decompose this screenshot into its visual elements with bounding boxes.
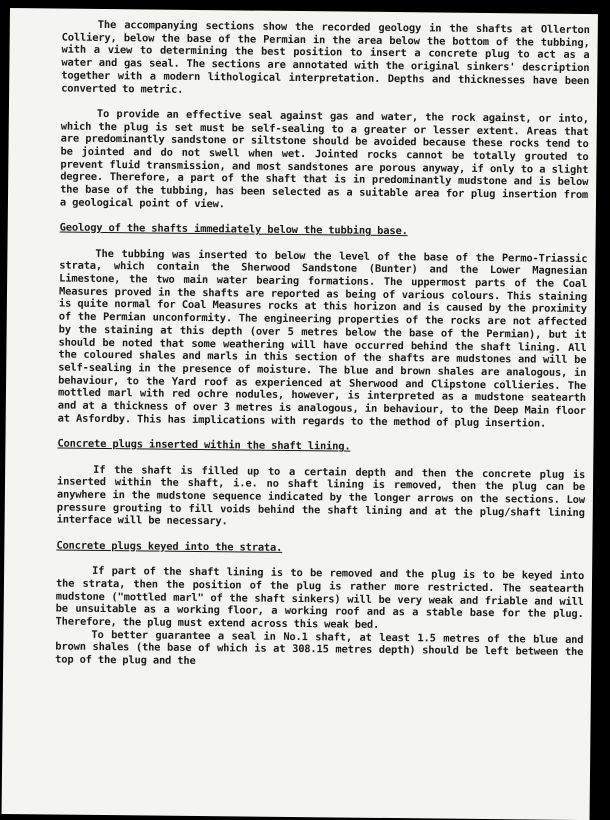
plugs-within-lining-paragraph: If the shaft is filled up to a certain depth and then the concrete plug is inserted within the shaft, i.e. no shaft lining is removed, then the plug can be anywhere in the mudstone sequence indicated by the longer arrows on the sections. Low pressure grouting to fill voids behind the shaft lining and at the plug/shaft lining interface will be necessary. (56, 463, 586, 528)
document-body (55, 19, 590, 672)
plugs-keyed-paragraph-2: To better guarantee a seal in No.1 shaft, at least 1.5 metres of the blue and brown shales (the base of which is at 308.15 metres depth) should be left between the top of the plug and the (55, 628, 584, 668)
scanned-page (2, 8, 598, 820)
intro-paragraph-1: The accompanying sections show the recorded geology in the shafts at Ollerton Colliery, below the base of the Permian in the area below the bottom of the tubbing, with a view to determining the best position to insert a concrete plug to act as a water and gas seal. The sections are annotated with the original sinkers' description together with a modern lithological interpretation. Depths and thicknesses have been converted to metric. (61, 18, 590, 96)
geology-paragraph: The tubbing was inserted to below the level of the base of the Permo-Triassic strata, which contain the Sherwood Sandstone (Bunter) and the Lower Magnesian Limestone, the two main water bearing formations. The uppermost parts of the Coal Measures proved in the shafts are reported as being of various colours. This staining is quite normal for Coal Measures rocks at this horizon and is caused by the proximity of the Permian unconformity. The engineering properties of the rocks are not affected by the staining at this depth (over 5 metres below the base of the Permian), but it should be noted that some weathering will have occurred behind the shaft lining. All the coloured shales and marls in this section of the shafts are mudstones and will be self-sealing in the presence of moisture. The blue and brown shales are analogous, in behaviour, to the Yard roof as experienced at Sherwood and Clipstone collieries. The mottled marl with red ochre nodules, however, is interpreted as a mudstone seatearth and at a thickness of over 3 metres is analogous, in behaviour, to the Deep Main floor at Asfordby. This has implications with regards to the method of plug insertion. (57, 247, 588, 430)
section-heading-plugs-keyed: Concrete plugs keyed into the strata. (56, 539, 283, 554)
plugs-keyed-paragraph-1: If part of the shaft lining is to be removed and the plug is to be keyed into the strata, then the position of the plug is rather more restricted. The seatearth mudstone ("mottled marl" of the shaft sinkers) will be very weak and friable and will be unsuitable as a working floor, a working roof and as a stable base for the plug. Therefore, the plug must extend across this weak bed. (55, 565, 585, 631)
section-heading-geology: Geology of the shafts immediately below the tubbing base. (59, 221, 408, 238)
section-heading-plugs-within-lining: Concrete plugs inserted within the shaft lining. (57, 437, 351, 453)
intro-paragraph-2: To provide an effective seal against gas and water, the rock against, or into, which the plug is set must be self-sealing to a greater or lesser extent. Areas that are predominantly sandstone or siltstone should be avoided because these rocks tend to be jointed and do not swell when wet. Jointed rocks cannot be totally grouted to prevent fluid transmission, and most sandstones are porous anyway, if only to a slight degree. Therefore, a part of the shaft that is in predominantly mudstone and is below the base of the tubbing, has been selected as a suitable area for plug insertion from a geological point of view. (59, 107, 589, 211)
